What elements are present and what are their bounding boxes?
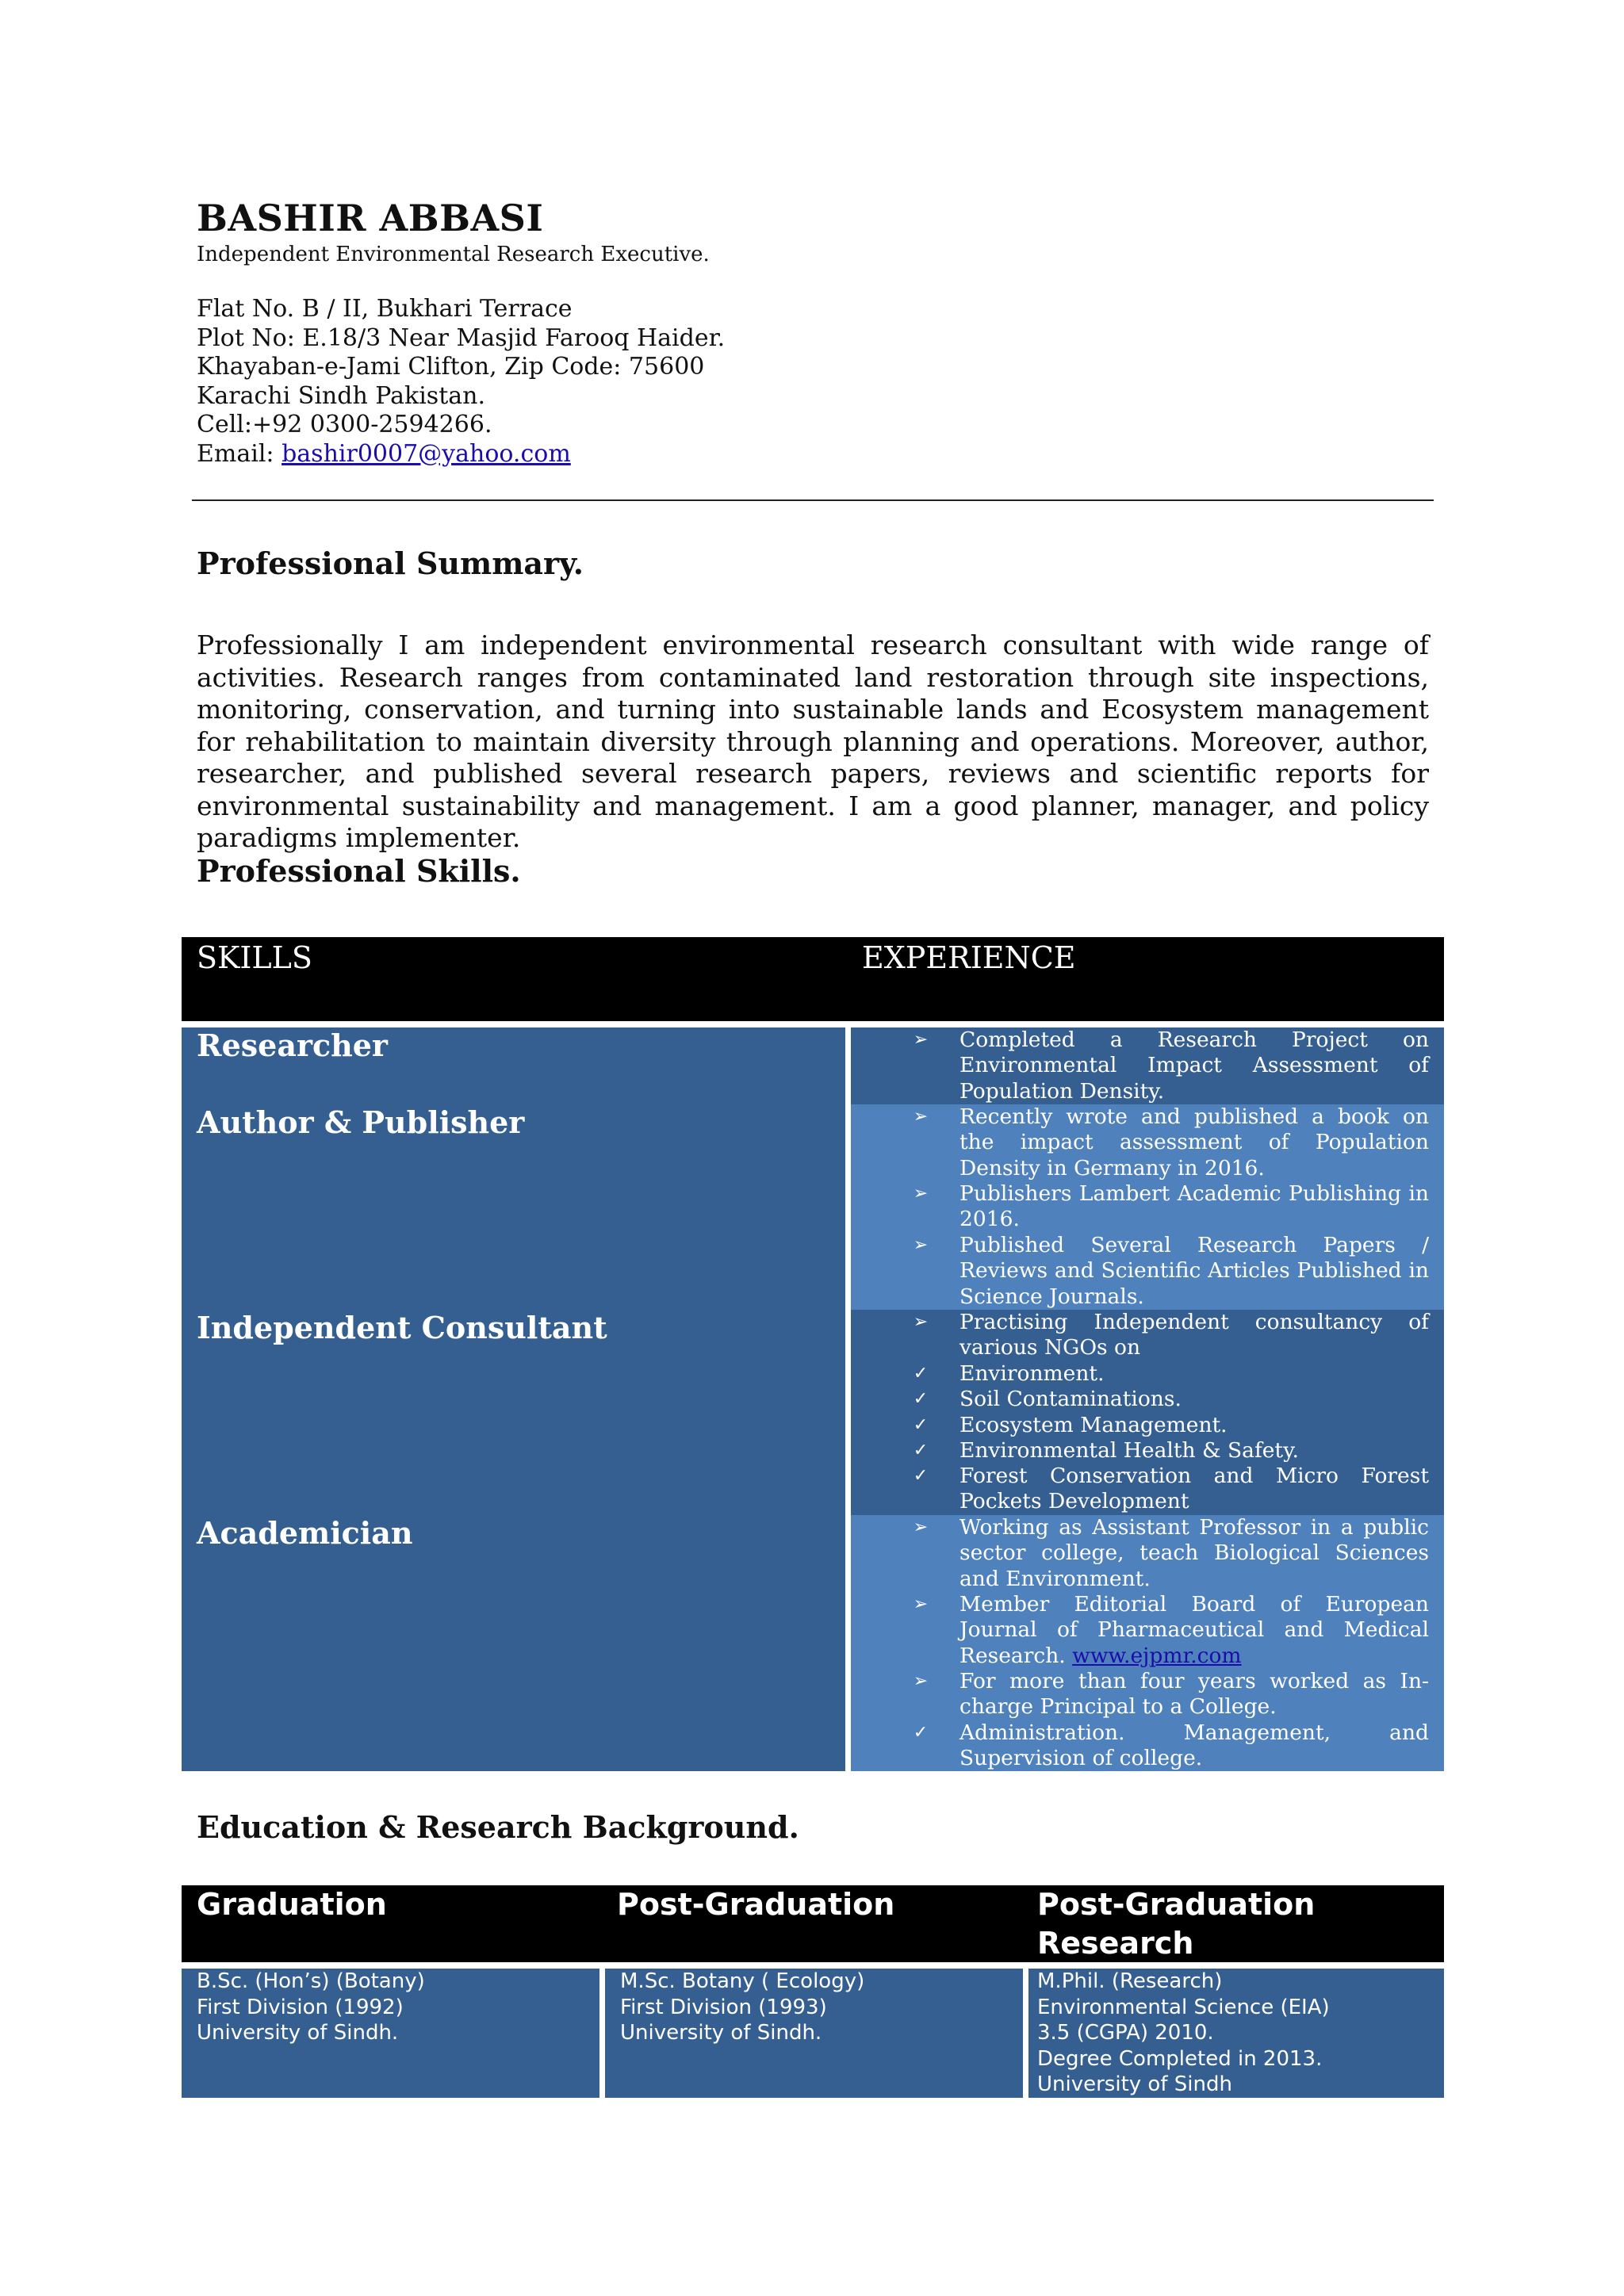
skill-author-publisher: Author & Publisher: [197, 1104, 525, 1140]
skills-column: [182, 1027, 845, 1771]
check-bullet-icon: ✓: [913, 1415, 929, 1435]
email-label: Email:: [197, 439, 282, 468]
university-line: University of Sindh.: [620, 2021, 822, 2045]
header-line: Research: [1037, 1926, 1194, 1961]
arrow-bullet-icon: ➢: [913, 1184, 929, 1203]
arrow-bullet-icon: ➢: [913, 1107, 929, 1127]
email-link[interactable]: bashir0007@yahoo.com: [282, 439, 571, 468]
summary-title: Professional Summary.: [197, 545, 584, 581]
subject-line: Environmental Science (EIA): [1037, 1995, 1330, 2019]
skills-column-header: SKILLS: [197, 940, 312, 975]
skill-researcher: Researcher: [197, 1027, 388, 1063]
skills-title: Professional Skills.: [197, 853, 521, 889]
check-bullet-icon: ✓: [913, 1466, 929, 1486]
arrow-bullet-icon: ➢: [913, 1671, 929, 1691]
skill-academician: Academician: [197, 1515, 413, 1551]
skill-independent-consultant: Independent Consultant: [197, 1310, 607, 1345]
phone-line: Cell:+92 0300-2594266.: [197, 411, 492, 438]
university-line: University of Sindh.: [197, 2021, 399, 2045]
post-graduation-research-column-header: [1037, 1885, 1315, 1963]
candidate-name: BASHIR ABBASI: [197, 197, 544, 239]
education-table: [182, 1885, 1444, 2098]
experience-text: Recently wrote and published a book on the impact assessment of Population Density in Germany in 2016.: [959, 1104, 1429, 1181]
header-divider: [192, 499, 1434, 501]
skills-table: [182, 937, 1444, 1771]
arrow-bullet-icon: ➢: [913, 1312, 929, 1332]
header-line: Post-Graduation: [1037, 1887, 1316, 1922]
experience-column: [851, 1027, 1444, 1771]
experience-column-header: EXPERIENCE: [862, 940, 1076, 975]
experience-text: Administration. Management, and Supervision of college.: [959, 1720, 1429, 1771]
experience-text: Published Several Research Papers / Reviews and Scientific Articles Published in Science Journals.: [959, 1233, 1429, 1309]
experience-text: Completed a Research Project on Environmental Impact Assessment of Population Density.: [959, 1027, 1429, 1104]
graduation-column-header: Graduation: [197, 1887, 387, 1922]
address-line: Khayaban-e-Jami Clifton, Zip Code: 75600: [197, 353, 705, 381]
experience-text: Publishers Lambert Academic Publishing in 2016.: [959, 1181, 1429, 1232]
address-line: Plot No: E.18/3 Near Masjid Farooq Haider.: [197, 323, 726, 352]
experience-text: Soil Contaminations.: [959, 1387, 1182, 1411]
experience-text: Forest Conservation and Micro Forest Pockets Development: [959, 1464, 1429, 1514]
candidate-tagline: Independent Environmental Research Executive.: [197, 243, 710, 266]
completion-line: Degree Completed in 2013.: [1037, 2046, 1323, 2071]
experience-text: Environment.: [959, 1361, 1105, 1386]
degree-line: M.Phil. (Research): [1037, 1969, 1223, 1993]
contact-block: [197, 295, 725, 469]
arrow-bullet-icon: ➢: [913, 1594, 929, 1614]
skills-table-header: [182, 937, 1444, 1021]
arrow-bullet-icon: ➢: [913, 1030, 929, 1050]
experience-text: For more than four years worked as In-charge Principal to a College.: [959, 1669, 1429, 1720]
experience-text: Practising Independent consultancy of various NGOs on: [959, 1310, 1429, 1360]
email-line: [197, 440, 725, 469]
division-line: First Division (1992): [197, 1995, 404, 2019]
address-line: Karachi Sindh Pakistan.: [197, 381, 485, 410]
post-graduation-column-header: Post-Graduation: [617, 1887, 895, 1922]
experience-text: Environmental Health & Safety.: [959, 1438, 1299, 1463]
check-bullet-icon: ✓: [913, 1389, 929, 1409]
address-line: Flat No. B / II, Bukhari Terrace: [197, 295, 573, 323]
journal-website-link[interactable]: www.ejpmr.com: [1072, 1643, 1242, 1668]
experience-text: Ecosystem Management.: [959, 1413, 1228, 1437]
check-bullet-icon: ✓: [913, 1364, 929, 1383]
experience-text-part: Member Editorial Board of European Journal of Pharmaceutical and Medical Research.: [959, 1592, 1436, 1668]
cgpa-line: 3.5 (CGPA) 2010.: [1037, 2021, 1214, 2045]
university-line: University of Sindh: [1037, 2072, 1232, 2096]
experience-text: [959, 1592, 1436, 1669]
graduation-cell: [182, 1969, 599, 2098]
education-table-header: [182, 1885, 1444, 1962]
check-bullet-icon: ✓: [913, 1723, 929, 1743]
education-title: Education & Research Background.: [197, 1809, 799, 1845]
experience-text: Working as Assistant Professor in a public sector college, teach Biological Sciences and Environment.: [959, 1515, 1429, 1591]
degree-line: B.Sc. (Hon’s) (Botany): [197, 1969, 425, 1993]
arrow-bullet-icon: ➢: [913, 1235, 929, 1255]
summary-text: Professionally I am independent environmental research consultant with wide range of activities. Research ranges from contaminated land restoration through site inspections, monitoring, conservation, and turning into sustainable lands and Ecosystem management for rehabilitation to maintain diversity through planning and operations. Moreover, author, researcher, and published several research papers, reviews and scientific reports for environmental sustainability and management. I am a good planner, manager, and policy paradigms implementer.: [197, 629, 1429, 853]
arrow-bullet-icon: ➢: [913, 1517, 929, 1537]
post-graduation-cell: [605, 1969, 1023, 2098]
degree-line: M.Sc. Botany ( Ecology): [620, 1969, 865, 1993]
division-line: First Division (1993): [620, 1995, 827, 2019]
post-graduation-research-cell: [1028, 1969, 1444, 2098]
check-bullet-icon: ✓: [913, 1441, 929, 1460]
